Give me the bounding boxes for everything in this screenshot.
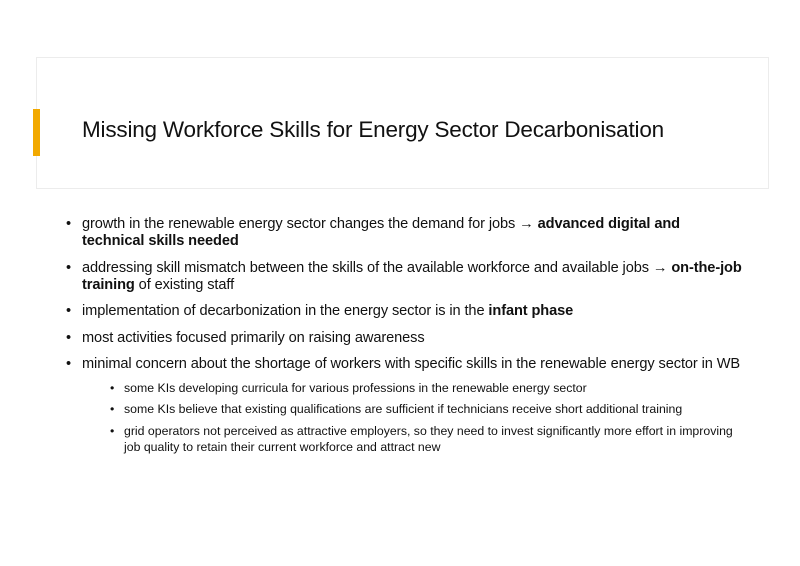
bullet-text: of existing staff (134, 276, 235, 293)
sub-bullet-list (66, 380, 746, 456)
slide-title: Missing Workforce Skills for Energy Sector Decarbonisation (82, 117, 664, 142)
bullet-text: minimal concern about the shortage of workers with specific skills in the renewable energy sector in WB (82, 356, 741, 372)
bullet-item (66, 216, 746, 250)
bullet-text: implementation of decarbonization in the energy sector is in the (82, 303, 489, 319)
bullet-emphasis: infant phase (488, 303, 574, 319)
bullet-item (66, 303, 746, 320)
bullet-emphasis: on-the-job training (82, 259, 742, 293)
bullet-item (66, 356, 746, 373)
bullet-emphasis: advanced digital and technical skills needed (82, 216, 680, 249)
bullet-text: most activities focused primarily on raising awareness (82, 329, 425, 346)
bullet-item (66, 260, 746, 294)
title-accent-bar (33, 109, 40, 156)
bullet-list (66, 216, 746, 461)
bullet-text: growth in the renewable energy sector changes the demand for jobs → (82, 216, 538, 232)
sub-bullet-item: • some KIs believe that existing qualifications are sufficient if technicians receive short additional training (110, 401, 746, 418)
bullet-text: addressing skill mismatch between the skills of the available workforce and available jobs → (82, 259, 672, 276)
bullet-item (66, 330, 746, 347)
sub-bullet-item: • some KIs developing curricula for various professions in the renewable energy sector (110, 380, 746, 397)
sub-bullet-item: • grid operators not perceived as attractive employers, so they need to invest significantly more effort in improving job quality to retain their current workforce and attract new (110, 423, 746, 456)
